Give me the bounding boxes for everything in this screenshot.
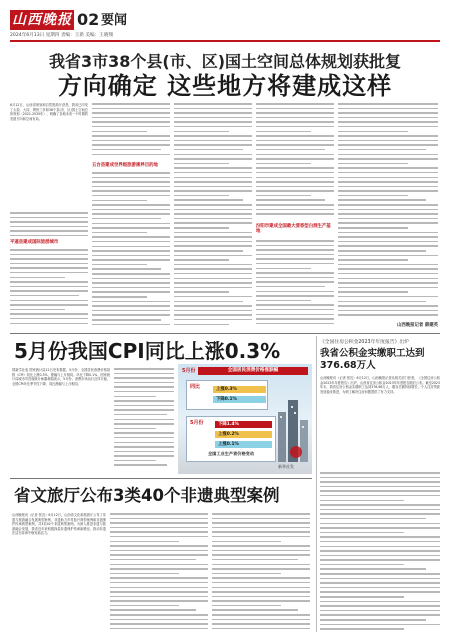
cpi-body: 国新学社电 国家统计局12日发布数据，5月份，全国居民消费价格指数（CPI）同比上涨0.3%，涨幅与上月相同。环比下降0.1%。国家统计局城市司首席统计师董莉娟表示，5月份，消费市场运行总体平稳，全国CPI环比季节性下降，同比涨幅与上月相同。: [12, 368, 110, 386]
issue-info: 2024年6月13日 星期四 责编：王新 美编：王晓翔: [10, 33, 113, 38]
side-story-text: [320, 472, 440, 632]
cpi-infographic: [178, 364, 312, 474]
lead-col1-text-2: [10, 249, 88, 329]
lead-subhead-1: 平遥县建成国际旅游城市: [10, 240, 59, 245]
lead-subhead-3: 汾阳市建成全国最大清香型白酒生产基地: [256, 224, 331, 234]
infographic-subtitle: 全国居民消费价格涨跌幅: [198, 367, 308, 375]
panel2-title: 全国工业生产者价格变动: [207, 451, 255, 456]
lead-col2-text-2: [92, 172, 170, 329]
lead-subhead-2: 五台县建成世界级旅游康养目的地: [92, 163, 158, 168]
masthead: [10, 10, 440, 40]
infographic-title: 5月份: [182, 368, 196, 374]
side-story-body: 山西晚报讯（记者 张宜）6月12日，山西晚报记者从相关部门获悉，《全国住房公积金2023年年度报告》出炉，山西省住房公积金2023年年度报告随后公布。截至2023年末，我省住房公积金实缴职工达到376.68万人，缴存总额持续增长，个人住房贷款发放稳步推进，为职工解决住房问题提供了有力支持。: [320, 376, 440, 394]
panel2-item-3: 上涨0.1%: [215, 441, 272, 448]
infographic-credit: 新华社发: [278, 464, 294, 469]
tourism-col2-text: [110, 513, 208, 633]
cpi-headline: 5月份我国CPI同比上涨0.3%: [14, 339, 281, 363]
lead-source: 山西晚报记者 薛建英: [396, 323, 438, 328]
panel2-label: 5月份: [190, 420, 204, 426]
lead-col2-text: [92, 103, 170, 161]
section-divider-2: [10, 478, 312, 479]
lead-col5-text: [338, 103, 438, 321]
lead-col1-text: [10, 212, 88, 239]
panel2-item-1: 下降1.4%: [215, 421, 272, 428]
panel2-item-2: 上涨0.2%: [215, 431, 272, 438]
page-number: 02: [77, 10, 100, 29]
tourism-headline: 省文旅厅公布3类40个非遗典型案例: [14, 486, 280, 505]
lead-col3-text: [174, 103, 252, 329]
city-skyline-icon: [276, 382, 310, 462]
tourism-body: 山西晚报讯（记者 张宜）6月12日，山西省文化和旅游厅公布了非遗与旅游融合发展典型案例、非遗助力乡村振兴典型案例和非遗保护传承典型案例，共3类40个非遗典型案例。为深入推进非遗与旅游融合发展，我省近年来积极探索非遗保护传承新路径，推动非遗在活态传承中焕发新活力。: [12, 513, 106, 536]
cpi-col2-text: [114, 368, 174, 470]
tourism-col3-text: [212, 513, 310, 633]
masthead-rule: [10, 40, 440, 42]
panel1-label: 同比: [190, 384, 201, 390]
lead-intro: 6月12日，山西省规划和自然资源厅获悉，我省已印发了太原、大同、朔州三市和38个县(市、区)国土空间总体规划（2021-2035年），明确了各地未来一个时期的发展方向和空间布局。: [10, 103, 88, 121]
column-divider: [316, 336, 317, 632]
infographic-panel-2: [186, 416, 276, 462]
paper-logo: 山西晚报: [12, 12, 72, 28]
section-divider: [10, 333, 440, 334]
section-name: 要闻: [101, 13, 128, 28]
lead-kicker: 我省3市38个县(市、区)国土空间总体规划获批复: [48, 52, 402, 71]
infographic-illustration: [276, 382, 310, 462]
side-story-kicker: 《全国住房公积金2023年年度报告》出炉: [320, 340, 409, 345]
lead-col4-text-2: [256, 240, 334, 329]
panel1-item-1: 上涨0.3%: [213, 386, 266, 393]
infographic-panel-1: [186, 380, 268, 410]
side-story-headline: 我省公积金实缴职工达到376.68万人: [320, 348, 425, 371]
lead-col4-text: [256, 103, 334, 221]
panel1-item-2: 下降0.1%: [213, 396, 266, 403]
lead-headline: 方向确定 这些地方将建成这样: [57, 72, 393, 100]
